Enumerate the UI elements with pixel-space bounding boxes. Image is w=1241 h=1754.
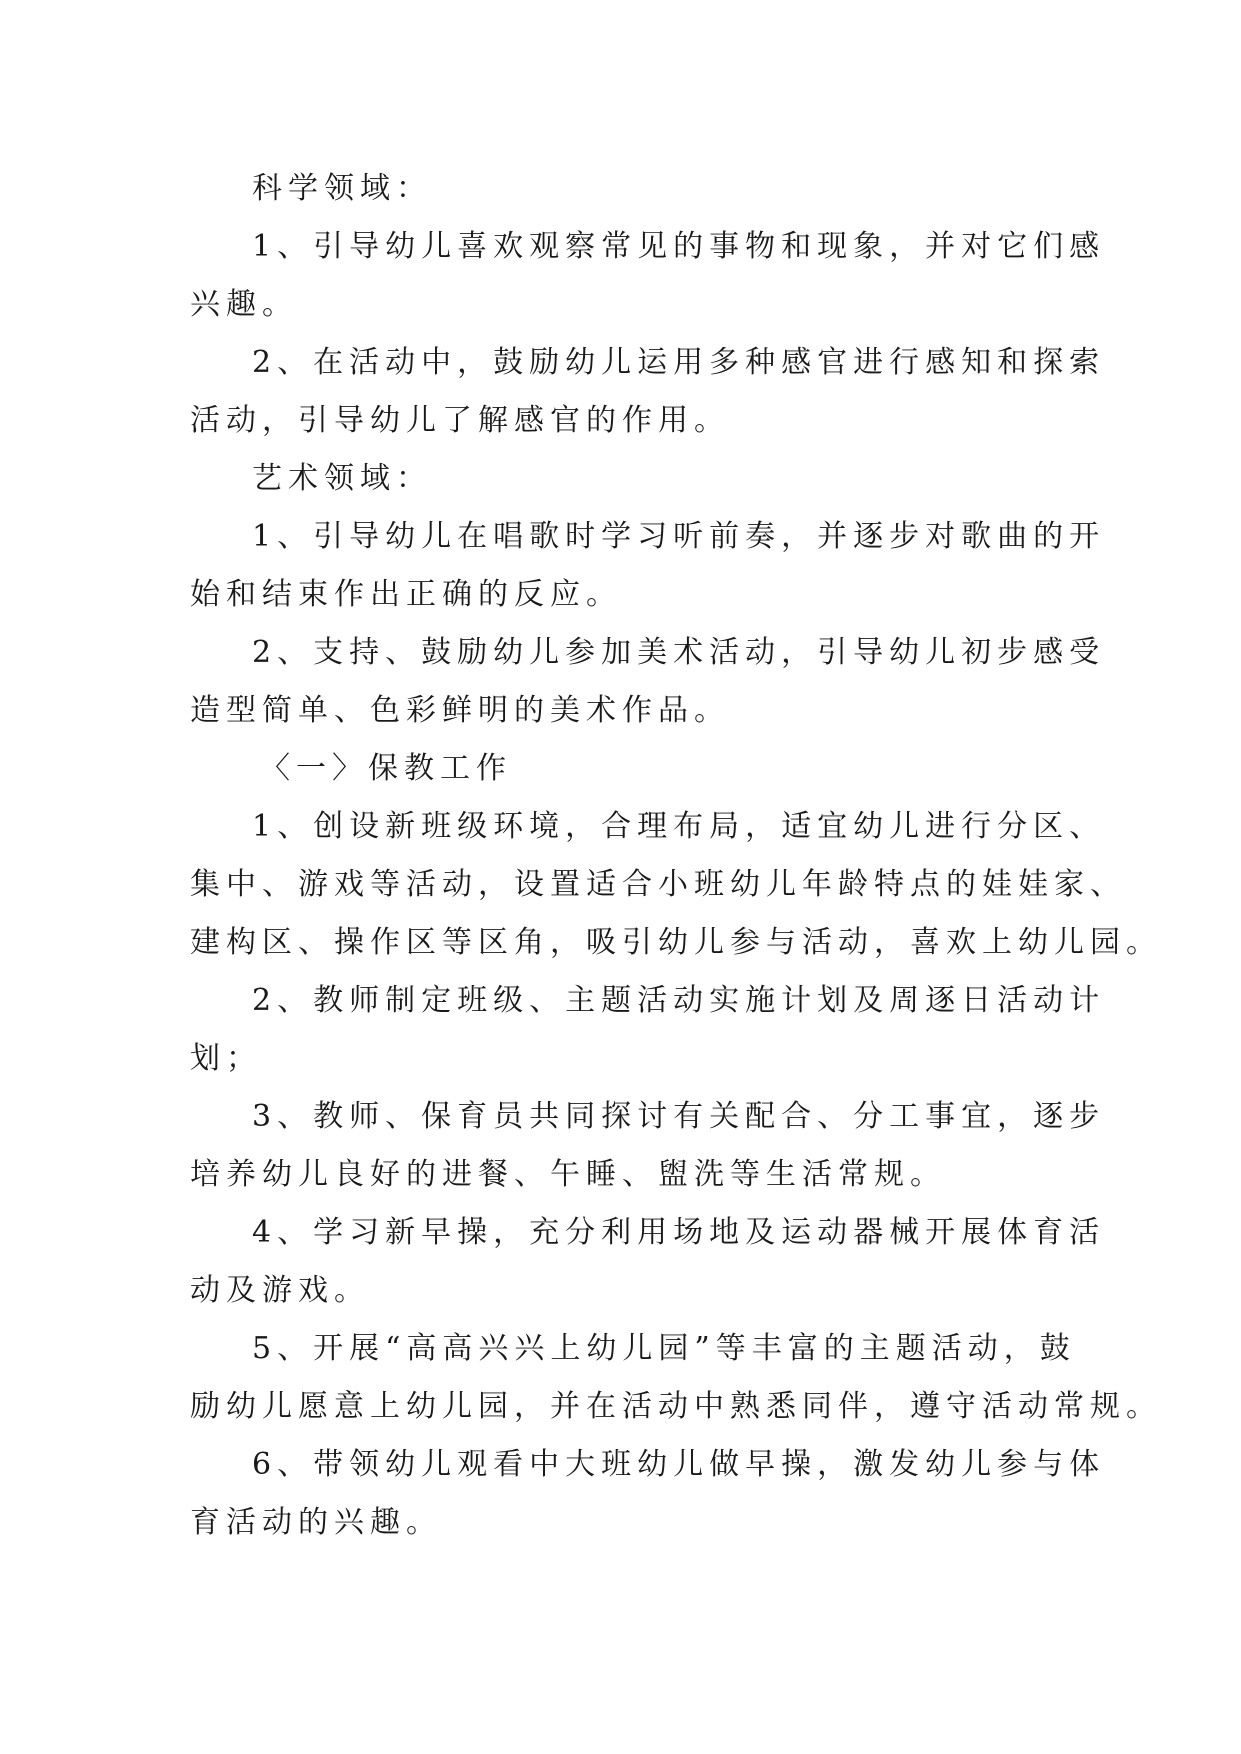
paragraph-line: 1、创设新班级环境，合理布局，适宜幼儿进行分区、 (252, 809, 1106, 844)
section-heading-science: 科学领域： (252, 171, 432, 206)
paragraph-line: 培养幼儿良好的进餐、午睡、盥洗等生活常规。 (190, 1157, 946, 1192)
paragraph-line: 1、引导幼儿在唱歌时学习听前奏，并逐步对歌曲的开 (252, 519, 1106, 554)
paragraph-line: 3、教师、保育员共同探讨有关配合、分工事宜，逐步 (252, 1099, 1106, 1134)
paragraph-line: 造型简单、色彩鲜明的美术作品。 (190, 693, 730, 728)
paragraph-line: 划； (190, 1041, 262, 1076)
paragraph-line: 1、引导幼儿喜欢观察常见的事物和现象，并对它们感 (252, 229, 1106, 264)
paragraph-line: 5、开展“高高兴兴上幼儿园”等丰富的主题活动，鼓 (252, 1331, 1076, 1366)
paragraph-line: 励幼儿愿意上幼儿园，并在活动中熟悉同伴，遵守活动常规。 (190, 1389, 1162, 1424)
paragraph-line: 活动，引导幼儿了解感官的作用。 (190, 403, 730, 438)
section-heading-care-education: 〈一〉保教工作 (260, 751, 512, 786)
paragraph-line: 2、在活动中，鼓励幼儿运用多种感官进行感知和探索 (252, 345, 1106, 380)
paragraph-line: 动及游戏。 (190, 1273, 370, 1308)
paragraph-line: 2、教师制定班级、主题活动实施计划及周逐日活动计 (252, 983, 1106, 1018)
paragraph-line: 2、支持、鼓励幼儿参加美术活动，引导幼儿初步感受 (252, 635, 1106, 670)
paragraph-line: 6、带领幼儿观看中大班幼儿做早操，激发幼儿参与体 (252, 1447, 1106, 1482)
section-heading-art: 艺术领域： (252, 461, 432, 496)
paragraph-line: 始和结束作出正确的反应。 (190, 577, 622, 612)
paragraph-line: 建构区、操作区等区角，吸引幼儿参与活动，喜欢上幼儿园。 (190, 925, 1162, 960)
paragraph-line: 育活动的兴趣。 (190, 1505, 442, 1540)
paragraph-line: 兴趣。 (190, 287, 298, 322)
paragraph-line: 4、学习新早操，充分利用场地及运动器械开展体育活 (252, 1215, 1106, 1250)
document-body (190, 160, 1162, 1552)
paragraph-line: 集中、游戏等活动，设置适合小班幼儿年龄特点的娃娃家、 (190, 867, 1126, 902)
